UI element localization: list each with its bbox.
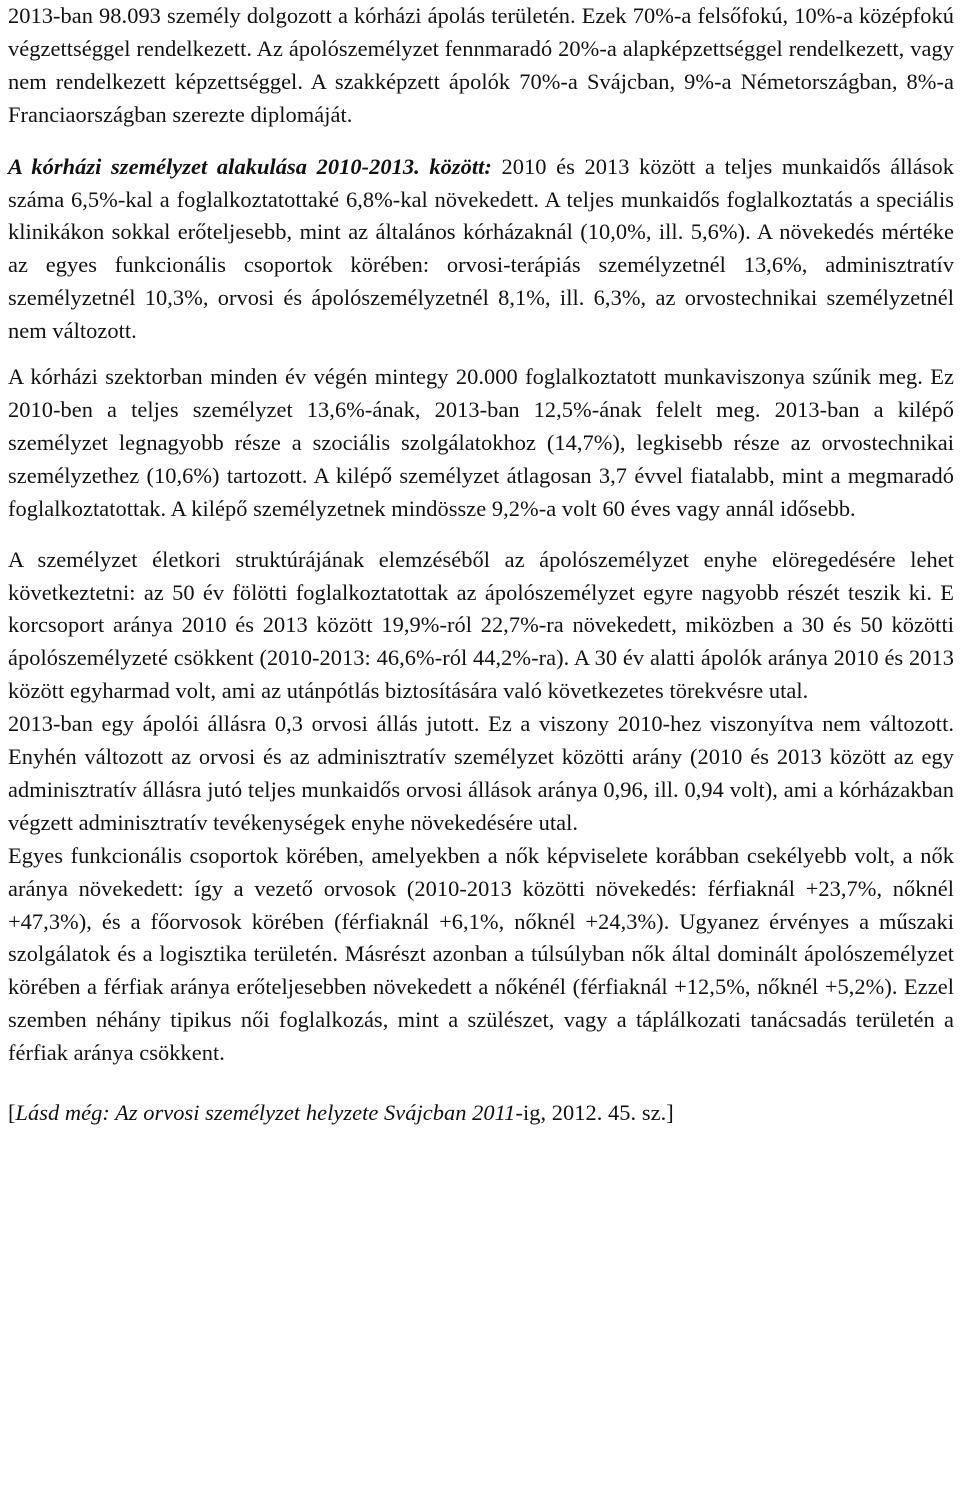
document-page (8, 0, 954, 1130)
paragraph-staff-trends-body: 2010 és 2013 között a teljes munkaidős állások száma 6,5%-kal a foglalkoztatottaké 6,8%-kal növekedett. A teljes munkaidős foglalkoztatás a speciális klinikákon sokkal erőteljesebb, mint az általános kórházaknál (10,0%, ill. 5,6%). A növekedés mértéke az egyes funkcionális csoportok körében: orvosi-terápiás személyzetnél 13,6%, adminisztratív személyzetnél 10,3%, orvosi és ápolószemélyzetnél 8,1%, ill. 6,3%, az orvostechnikai személyzetnél nem változott. (8, 153, 954, 344)
paragraph-staff-ratios: 2013-ban egy ápolói állásra 0,3 orvosi állás jutott. Ez a viszony 2010-hez viszonyítva nem változott. Enyhén változott az orvosi és az adminisztratív személyzet közötti arány (2010 és 2013 között az egy adminisztratív állásra jutó teljes munkaidős orvosi állások aránya 0,96, ill. 0,94 volt), ami a kórházakban végzett adminisztratív tevékenységek enyhe növekedésére utal. (8, 711, 954, 835)
paragraph-staff-turnover: A kórházi szektorban minden év végén mintegy 20.000 foglalkoztatott munkaviszonya szűnik meg. Ez 2010-ben a teljes személyzet 13,6%-ának, 2013-ban 12,5%-ának felelt meg. 2013-ban a kilépő személyzet legnagyobb része a szociális szolgálatokhoz (14,7%), legkisebb része az orvostechnikai személyzethez (10,6%) tartozott. A kilépő személyzet átlagosan 3,7 évvel fiatalabb, mint a megmaradó foglalkoztatottak. A kilépő személyzetnek mindössze 9,2%-a volt 60 éves vagy annál idősebb. (8, 364, 954, 521)
reference-title: Lásd még: Az orvosi személyzet helyzete Svájcban 2011 (15, 1100, 516, 1126)
section-heading: A kórházi személyzet alakulása 2010-2013. (8, 153, 420, 179)
paragraph-age-structure: A személyzet életkori struktúrájának elemzéséből az ápolószemélyzet enyhe elöregedésére lehet következtetni: az 50 év fölötti foglalkoztatottak az ápolószemélyzet egyre nagyobb részét teszik ki. E korcsoport aránya 2010 és 2013 között 19,9%-ról 22,7%-ra növekedett, miközben a 30 és 50 közötti ápolószemélyzeté csökkent (2010-2013: 46,6%-ról 44,2%-ra). A 30 év alatti ápolók aránya 2010 és 2013 között egyharmad volt, ami az utánpótlás biztosítására való következetes törekvésre utal. (8, 546, 954, 704)
reference-bracket-open: [ (8, 1100, 16, 1126)
paragraph-staff-qualifications: 2013-ban 98.093 személy dolgozott a kórházi ápolás területén. Ezek 70%-a felsőfokú, 10%-a középfokú végzettséggel rendelkezett. Az ápolószemélyzet fennmaradó 20%-a alapképzettséggel rendelkezett, vagy nem rendelkezett képzettséggel. A szakképzett ápolók 70%-a Svájcban, 9%-a Németországban, 8%-a Franciaországban szerezte diplomáját. (8, 3, 954, 127)
paragraph-gender-shift: Egyes funkcionális csoportok körében, amelyekben a nők képviselete korábban csekélyebb volt, a nők aránya növekedett: így a vezető orvosok (2010-2013 közötti növekedés: férfiaknál +23,7%, nőknél +47,3%), és a főorvosok körében (férfiaknál +6,1%, nőknél +24,3%). Ugyanez érvényes a műszaki szolgálatok és a logisztika területén. Másrészt azonban a túlsúlyban nők által dominált ápolószemélyzet körében a férfiak aránya erőteljesebben növekedett a nőkénél (férfiaknál +12,5%, nőknél +5,2%). Ezzel szemben néhány tipikus női foglalkozás, mint a szülészet, vagy a táplálkozati tanácsadás területén a férfiak aránya csökkent. (8, 842, 954, 1066)
paragraph-staff-trends (8, 151, 954, 348)
reference-note (8, 1097, 954, 1130)
section-heading-connector: között: (429, 153, 492, 179)
reference-details: -ig, 2012. 45. sz.] (515, 1100, 674, 1126)
